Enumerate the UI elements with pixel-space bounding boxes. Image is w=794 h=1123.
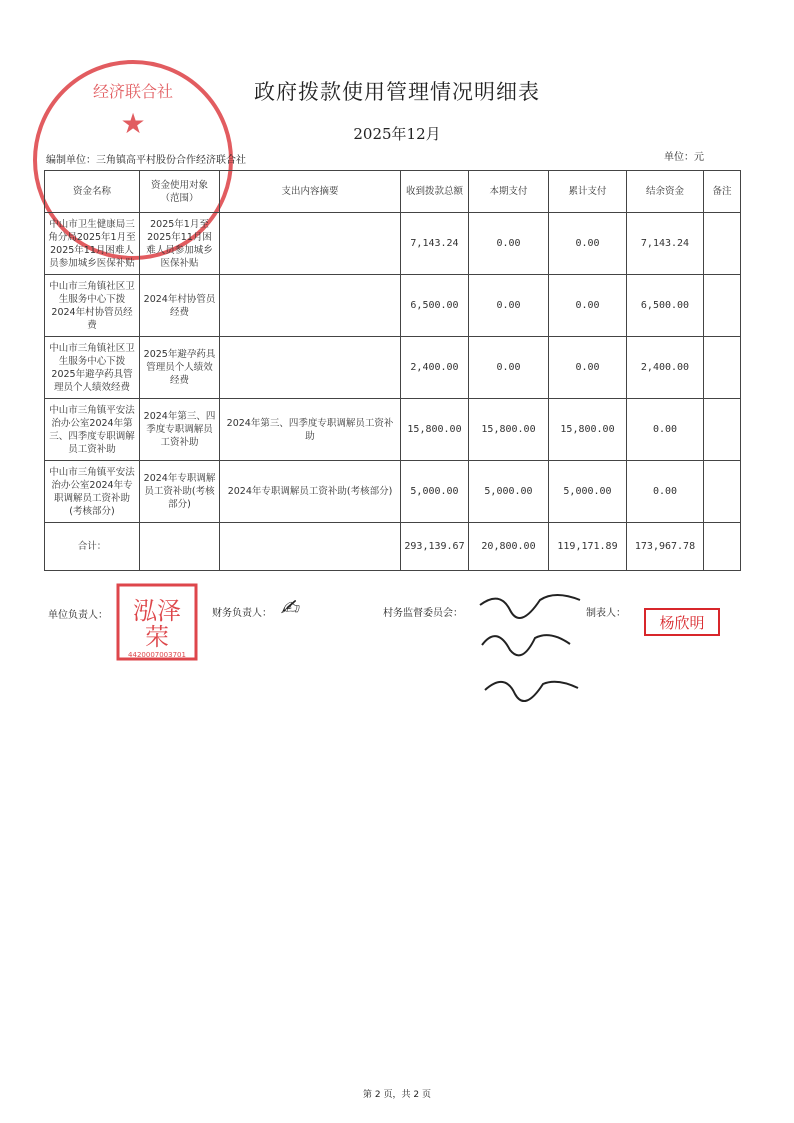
fund-recipient-scope: 2024年第三、四季度专职调解员工资补助 — [140, 399, 220, 461]
preparer-seal — [644, 608, 720, 636]
report-period: 2025年12月 — [353, 125, 441, 143]
period-paid: 5,000.00 — [469, 461, 549, 523]
total-row — [45, 523, 741, 571]
received-total: 2,400.00 — [401, 337, 469, 399]
grant-usage-table — [44, 170, 741, 571]
svg-text:4420007003701: 4420007003701 — [128, 651, 186, 659]
remarks — [704, 461, 741, 523]
supervision-committee-signatures — [470, 585, 590, 715]
received-total: 5,000.00 — [401, 461, 469, 523]
currency-unit: 单位：元 — [664, 152, 704, 163]
table-row — [45, 399, 741, 461]
fund-name: 中山市三角镇社区卫生服务中心下拨2025年避孕药具管理员个人绩效经费 — [45, 337, 140, 399]
total-period-paid: 20,800.00 — [469, 523, 549, 571]
received-total: 7,143.24 — [401, 213, 469, 275]
prepared-by: 编制单位：三角镇高平村股份合作经济联合社 — [46, 155, 246, 166]
svg-text:泓泽: 泓泽 — [133, 597, 181, 625]
expense-summary: 2024年第三、四季度专职调解员工资补助 — [220, 399, 401, 461]
header-cell: 收到拨款总额 — [401, 171, 469, 213]
fund-recipient-scope: 2024年专职调解员工资补助(考核部分) — [140, 461, 220, 523]
table-cell — [140, 523, 220, 571]
header-cell: 支出内容摘要 — [220, 171, 401, 213]
unit-head-seal — [116, 583, 198, 661]
header-cell: 结余资金 — [627, 171, 704, 213]
total-balance: 173,967.78 — [627, 523, 704, 571]
svg-text:杨欣明: 杨欣明 — [659, 614, 705, 632]
page-footer: 第 2 页，共 2 页 — [363, 1090, 431, 1100]
cumulative-paid: 0.00 — [549, 337, 627, 399]
total-label: 合计： — [45, 523, 140, 571]
cumulative-paid: 0.00 — [549, 213, 627, 275]
remarks — [704, 213, 741, 275]
table-row — [45, 275, 741, 337]
balance: 2,400.00 — [627, 337, 704, 399]
unit-head-label: 单位负责人： — [48, 610, 108, 621]
received-total: 6,500.00 — [401, 275, 469, 337]
svg-text:经济联合社: 经济联合社 — [92, 82, 174, 101]
period-paid: 0.00 — [469, 213, 549, 275]
preparer-label: 制表人： — [586, 608, 626, 619]
received-total: 15,800.00 — [401, 399, 469, 461]
total-cumulative-paid: 119,171.89 — [549, 523, 627, 571]
table-cell — [704, 523, 741, 571]
cumulative-paid: 5,000.00 — [549, 461, 627, 523]
finance-head-signature: ✍︎ — [280, 596, 299, 621]
remarks — [704, 399, 741, 461]
expense-summary — [220, 275, 401, 337]
total-received: 293,139.67 — [401, 523, 469, 571]
svg-text:荣: 荣 — [145, 623, 169, 651]
fund-name: 中山市卫生健康局三角分局2025年1月至2025年11月困难人员参加城乡医保补贴 — [45, 213, 140, 275]
document-title: 政府拨款使用管理情况明细表 — [254, 80, 540, 104]
table-row — [45, 461, 741, 523]
finance-head-label: 财务负责人： — [212, 608, 272, 619]
remarks — [704, 337, 741, 399]
header-cell: 资金使用对象（范围） — [140, 171, 220, 213]
balance: 0.00 — [627, 461, 704, 523]
header-cell: 资金名称 — [45, 171, 140, 213]
cumulative-paid: 0.00 — [549, 275, 627, 337]
table-row — [45, 337, 741, 399]
balance: 6,500.00 — [627, 275, 704, 337]
header-cell: 备注 — [704, 171, 741, 213]
fund-name: 中山市三角镇平安法治办公室2024年第三、四季度专职调解员工资补助 — [45, 399, 140, 461]
period-paid: 0.00 — [469, 337, 549, 399]
fund-name: 中山市三角镇社区卫生服务中心下拨2024年村协管员经费 — [45, 275, 140, 337]
expense-summary: 2024年专职调解员工资补助(考核部分) — [220, 461, 401, 523]
period-paid: 0.00 — [469, 275, 549, 337]
expense-summary — [220, 213, 401, 275]
balance: 7,143.24 — [627, 213, 704, 275]
cumulative-paid: 15,800.00 — [549, 399, 627, 461]
table-cell — [220, 523, 401, 571]
table-header-row — [45, 171, 741, 213]
balance: 0.00 — [627, 399, 704, 461]
period-paid: 15,800.00 — [469, 399, 549, 461]
header-cell: 本期支付 — [469, 171, 549, 213]
supervision-committee-label: 村务监督委员会： — [383, 608, 463, 619]
fund-name: 中山市三角镇平安法治办公室2024年专职调解员工资补助(考核部分) — [45, 461, 140, 523]
fund-recipient-scope: 2024年村协管员经费 — [140, 275, 220, 337]
fund-recipient-scope: 2025年避孕药具管理员个人绩效经费 — [140, 337, 220, 399]
table-row — [45, 213, 741, 275]
svg-text:★: ★ — [120, 107, 146, 140]
header-cell: 累计支付 — [549, 171, 627, 213]
fund-recipient-scope: 2025年1月至2025年11月困难人员参加城乡医保补贴 — [140, 213, 220, 275]
expense-summary — [220, 337, 401, 399]
remarks — [704, 275, 741, 337]
